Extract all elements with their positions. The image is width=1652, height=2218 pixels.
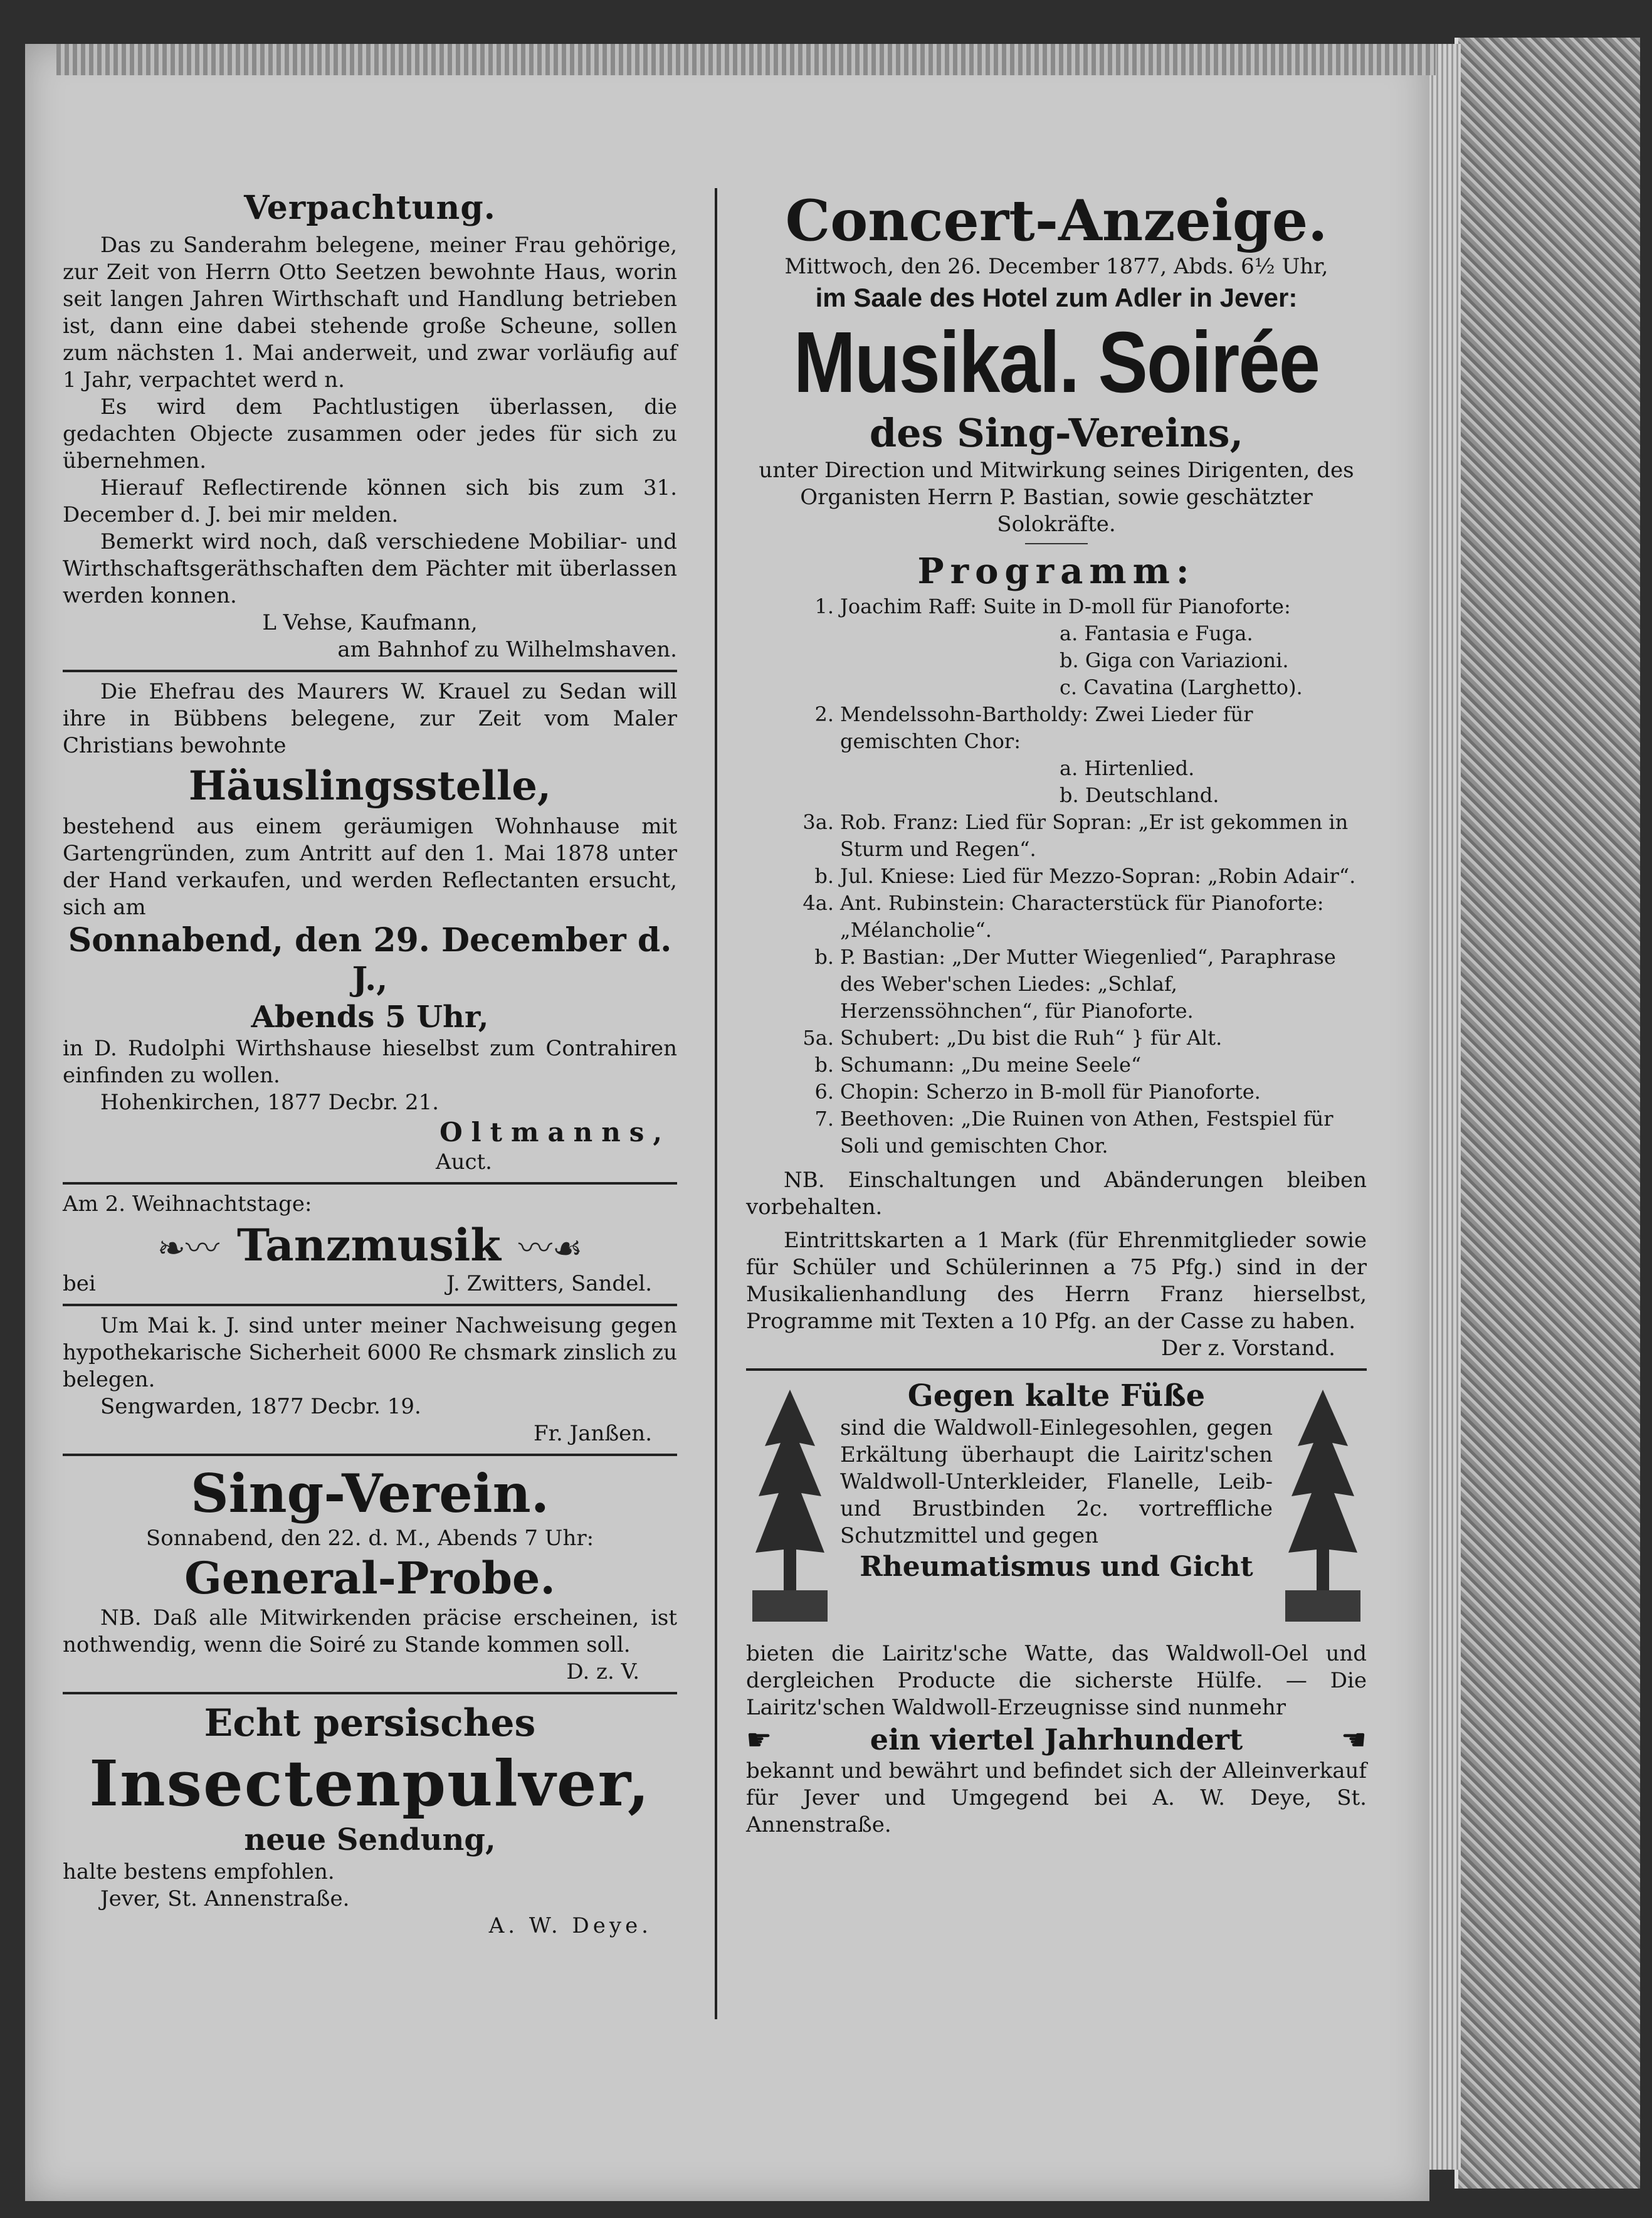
hausling-date: Sonnabend, den 29. December d. J., [68,921,672,998]
program-item-number: b. [814,945,834,969]
lairitz-top [746,1377,1367,1640]
program-item [746,620,1367,647]
hausling-title: Häuslingsstelle, [188,763,552,810]
geld-sig: Fr. Janßen. [533,1421,652,1446]
short-rule [1025,543,1088,544]
program-item [746,1106,1367,1159]
program-item-number: 3a. [802,810,834,834]
program-item-number: 2. [814,702,834,726]
tanz-pre: Am 2. Weihnachtstage: [63,1191,312,1217]
hausling-role: Auct. [436,1149,492,1175]
program-title: Programm: [917,551,1196,592]
program-item-number: 5a. [802,1026,834,1050]
rule [63,670,677,672]
program-item-text: Chopin: Scherzo in B-moll für Pianoforte. [840,1080,1261,1104]
program-item-text: Ant. Rubinstein: Characterstück für Pianoforte: „Mélancholie“. [840,891,1324,942]
rule [63,1182,677,1185]
program-item-number [746,620,840,647]
fir-tree-icon [752,1390,828,1628]
page-top-edge [56,44,1436,75]
pointing-hand-right-icon: ☛ [746,1723,772,1756]
concert-ad [746,188,1367,1362]
program-item [746,647,1367,674]
concert-title: Concert-Anzeige. [785,187,1328,254]
concert-venue: im Saale des Hotel zum Adler in Jever: [815,283,1298,312]
program-item [746,890,1367,944]
geld-dateline: Sengwarden, 1877 Decbr. 19. [100,1394,421,1419]
hausling-intro: Die Ehefrau des Maurers W. Krauel zu Sedan will ihre in Bübbens belegene, zur Zeit vom Maler Christians bewohnte [63,679,677,758]
tanz-title-row [63,1220,677,1270]
program-item-number: b. [814,1053,834,1077]
right-column [746,188,1367,1839]
concert-host: des Sing-Vereins, [869,410,1244,456]
ornament-left-icon: ❧〰 [157,1228,219,1268]
program-item-text: Jul. Kniese: Lied für Mezzo-Sopran: „Robin Adair“. [840,864,1356,888]
verpachtung-title: Verpachtung. [244,189,496,227]
concert-event: Musikal. Soirée [793,314,1320,411]
left-column [63,188,677,1940]
program-item [746,863,1367,890]
program-item-number: 1. [814,594,834,618]
concert-tickets: Eintrittskarten a 1 Mark (für Ehrenmitglieder sowie für Schüler und Schülerinnen a 75 Pfg.) sind in der Musikalienhandlung des Herrn Franz hierselbst, Programme mit Texten a 10 Pfg. an der Casse zu haben. [746,1228,1367,1334]
program-item-text: Beethoven: „Die Ruinen von Athen, Festspiel für Soli und gemischten Chor. [840,1107,1334,1158]
program-item [746,782,1367,809]
program-item [746,1079,1367,1106]
verpachtung-sig2: am Bahnhof zu Wilhelmshaven. [337,637,677,662]
program-item-number: 4a. [802,891,834,915]
concert-nb: NB. Einschaltungen und Abänderungen bleiben vorbehalten. [746,1168,1367,1220]
program-item-text: b. Deutschland. [1060,783,1219,807]
program-item-number [746,755,840,782]
lairitz-ad [746,1377,1367,1839]
singverein-sig: D. z. V. [566,1659,639,1684]
singverein-date: Sonnabend, den 22. d. M., Abends 7 Uhr: [145,1526,594,1551]
program-item-number [746,647,840,674]
program-item [746,1052,1367,1079]
tanz-host: J. Zwitters, Sandel. [446,1271,652,1296]
singverein-event: General-Probe. [184,1552,555,1604]
hausling-place: in D. Rudolphi Wirthshause hieselbst zum Contrahiren einfinden zu wollen. [63,1036,677,1088]
program-item [746,755,1367,782]
concert-sig: Der z. Vorstand. [1161,1336,1335,1361]
insect-place: Jever, St. Annenstraße. [100,1886,350,1911]
singverein-ad [63,1462,677,1686]
program-item [746,809,1367,863]
lairitz-body: sind die Waldwoll-Einlegesohlen, gegen Erkältung überhaupt die Lairitz'schen Waldwoll-Unterkleider, Flanelle, Leib- und Brustbinden 2c. vortreffliche Schutzmittel und gegen [840,1415,1273,1548]
hausling-ad [63,679,677,1176]
program-item [746,674,1367,701]
singverein-title: Sing-Verein. [191,1462,549,1524]
rule [746,1368,1367,1371]
verpachtung-p1: Das zu Sanderahm belegene, meiner Frau gehörige, zur Zeit von Herrn Otto Seetzen bewohnte Haus, worin seit langen Jahren Wirthschaft und Handlung betrieben ist, dann eine dabei stehende große Scheune, sollen zum nächsten 1. Mai anderweit, und zwar vorläufig auf 1 Jahr, verpachtet werd n. [63,233,677,393]
program-item-text: a. Fantasia e Fuga. [1060,621,1253,645]
program-item-text: Rob. Franz: Lied für Sopran: „Er ist gekommen in Sturm und Regen“. [840,810,1349,861]
viertel-row [746,1721,1367,1758]
rule [63,1692,677,1694]
insect-title: Insectenpulver, [89,1746,651,1820]
verpachtung-p4: Bemerkt wird noch, daß verschiedene Mobiliar- und Wirthschaftsgeräthschaften dem Pächter mit überlassen werden konnen. [63,529,677,608]
insect-sig: A. W. Deye. [488,1913,652,1938]
concert-date: Mittwoch, den 26. December 1877, Abds. 6½ Uhr, [784,254,1328,279]
program-item-text: Schumann: „Du meine Seele“ [840,1053,1142,1077]
pointing-hand-left-icon: ☚ [1340,1723,1367,1756]
program-item-text: Mendelssohn-Bartholdy: Zwei Lieder für gemischten Chor: [840,702,1253,753]
rule [63,1454,677,1456]
insect-body: halte bestens empfohlen. [63,1859,335,1884]
tanz-title: Tanzmusik [236,1219,501,1271]
lairitz-text [840,1377,1273,1585]
fir-tree-icon [1285,1390,1360,1628]
verpachtung-p3: Hierauf Reflectirende können sich bis zum 31. December d. J. bei mir melden. [63,475,677,527]
lairitz-rheuma: Rheumatismus und Gicht [860,1551,1253,1583]
column-divider [715,188,717,2019]
book-cover-edge [1455,38,1640,2189]
rule [63,1304,677,1306]
program-item-text: a. Hirtenlied. [1060,756,1195,780]
program-item-text: Schubert: „Du bist die Ruh“ } für Alt. [840,1026,1223,1050]
verpachtung-p2: Es wird dem Pachtlustigen überlassen, die gedachten Objecte zusammen oder jedes für sich zu übernehmen. [63,394,677,473]
geld-body: Um Mai k. J. sind unter meiner Nachweisung gegen hypothekarische Sicherheit 6000 Re chsmark zinslich zu belegen. [63,1313,677,1392]
program-item [746,593,1367,620]
lairitz-viertel: ein viertel Jahrhundert [870,1723,1243,1756]
lairitz-body2: bieten die Lairitz'sche Watte, das Waldwoll-Oel und dergleichen Producte die sicherste Hülfe. — Die Lairitz'schen Waldwoll-Erzeugnisse sind nunmehr [746,1641,1367,1720]
program-item-number: b. [814,864,834,888]
program-item [746,701,1367,755]
program-item-number [746,674,840,701]
program-item-text: Joachim Raff: Suite in D-moll für Pianoforte: [840,594,1291,618]
singverein-nb: NB. Daß alle Mitwirkenden präcise erscheinen, ist nothwendig, wenn die Soiré zu Stande kommen soll. [63,1605,677,1657]
program-item-text: P. Bastian: „Der Mutter Wiegenlied“, Paraphrase des Weber'schen Liedes: „Schlaf, Herzenssöhnchen“, für Pianoforte. [840,945,1336,1023]
insect-pre: Echt persisches [204,1701,536,1745]
program-item-text: b. Giga con Variazioni. [1060,648,1289,672]
ornament-right-icon: 〰☙ [518,1228,583,1268]
program-item [746,1025,1367,1052]
insect-sub: neue Sendung, [244,1822,496,1857]
lairitz-title: Gegen kalte Füße [907,1378,1206,1413]
program-item [746,944,1367,1025]
hausling-time: Abends 5 Uhr, [251,1000,489,1035]
program-item-number: 6. [814,1080,834,1104]
hausling-body: bestehend aus einem geräumigen Wohnhause mit Gartengründen, zum Antritt auf den 1. Mai 1878 unter der Hand verkaufen, und werden Reflectanten ersucht, sich am [63,814,677,920]
program-item-number: 7. [814,1107,834,1131]
program-list [746,593,1367,1159]
lairitz-body3: bekannt und bewährt und befindet sich der Alleinverkauf für Jever und Umgegend bei A. W. Deye, St. Annenstraße. [746,1758,1367,1837]
hausling-name: Oltmanns, [439,1117,671,1148]
program-item-text: c. Cavatina (Larghetto). [1060,675,1303,699]
hausling-dateline: Hohenkirchen, 1877 Decbr. 21. [100,1090,439,1115]
tanz-ad [63,1191,677,1297]
tanz-bei: bei [63,1271,96,1296]
program-item-number [746,782,840,809]
geld-ad [63,1312,677,1447]
concert-direction: unter Direction und Mitwirkung seines Dirigenten, des Organisten Herrn P. Bastian, sowie geschätzter Solokräfte. [759,458,1354,537]
insect-ad [63,1701,677,1940]
verpachtung-sig1: L Vehse, Kaufmann, [262,610,478,635]
verpachtung-ad [63,188,677,663]
